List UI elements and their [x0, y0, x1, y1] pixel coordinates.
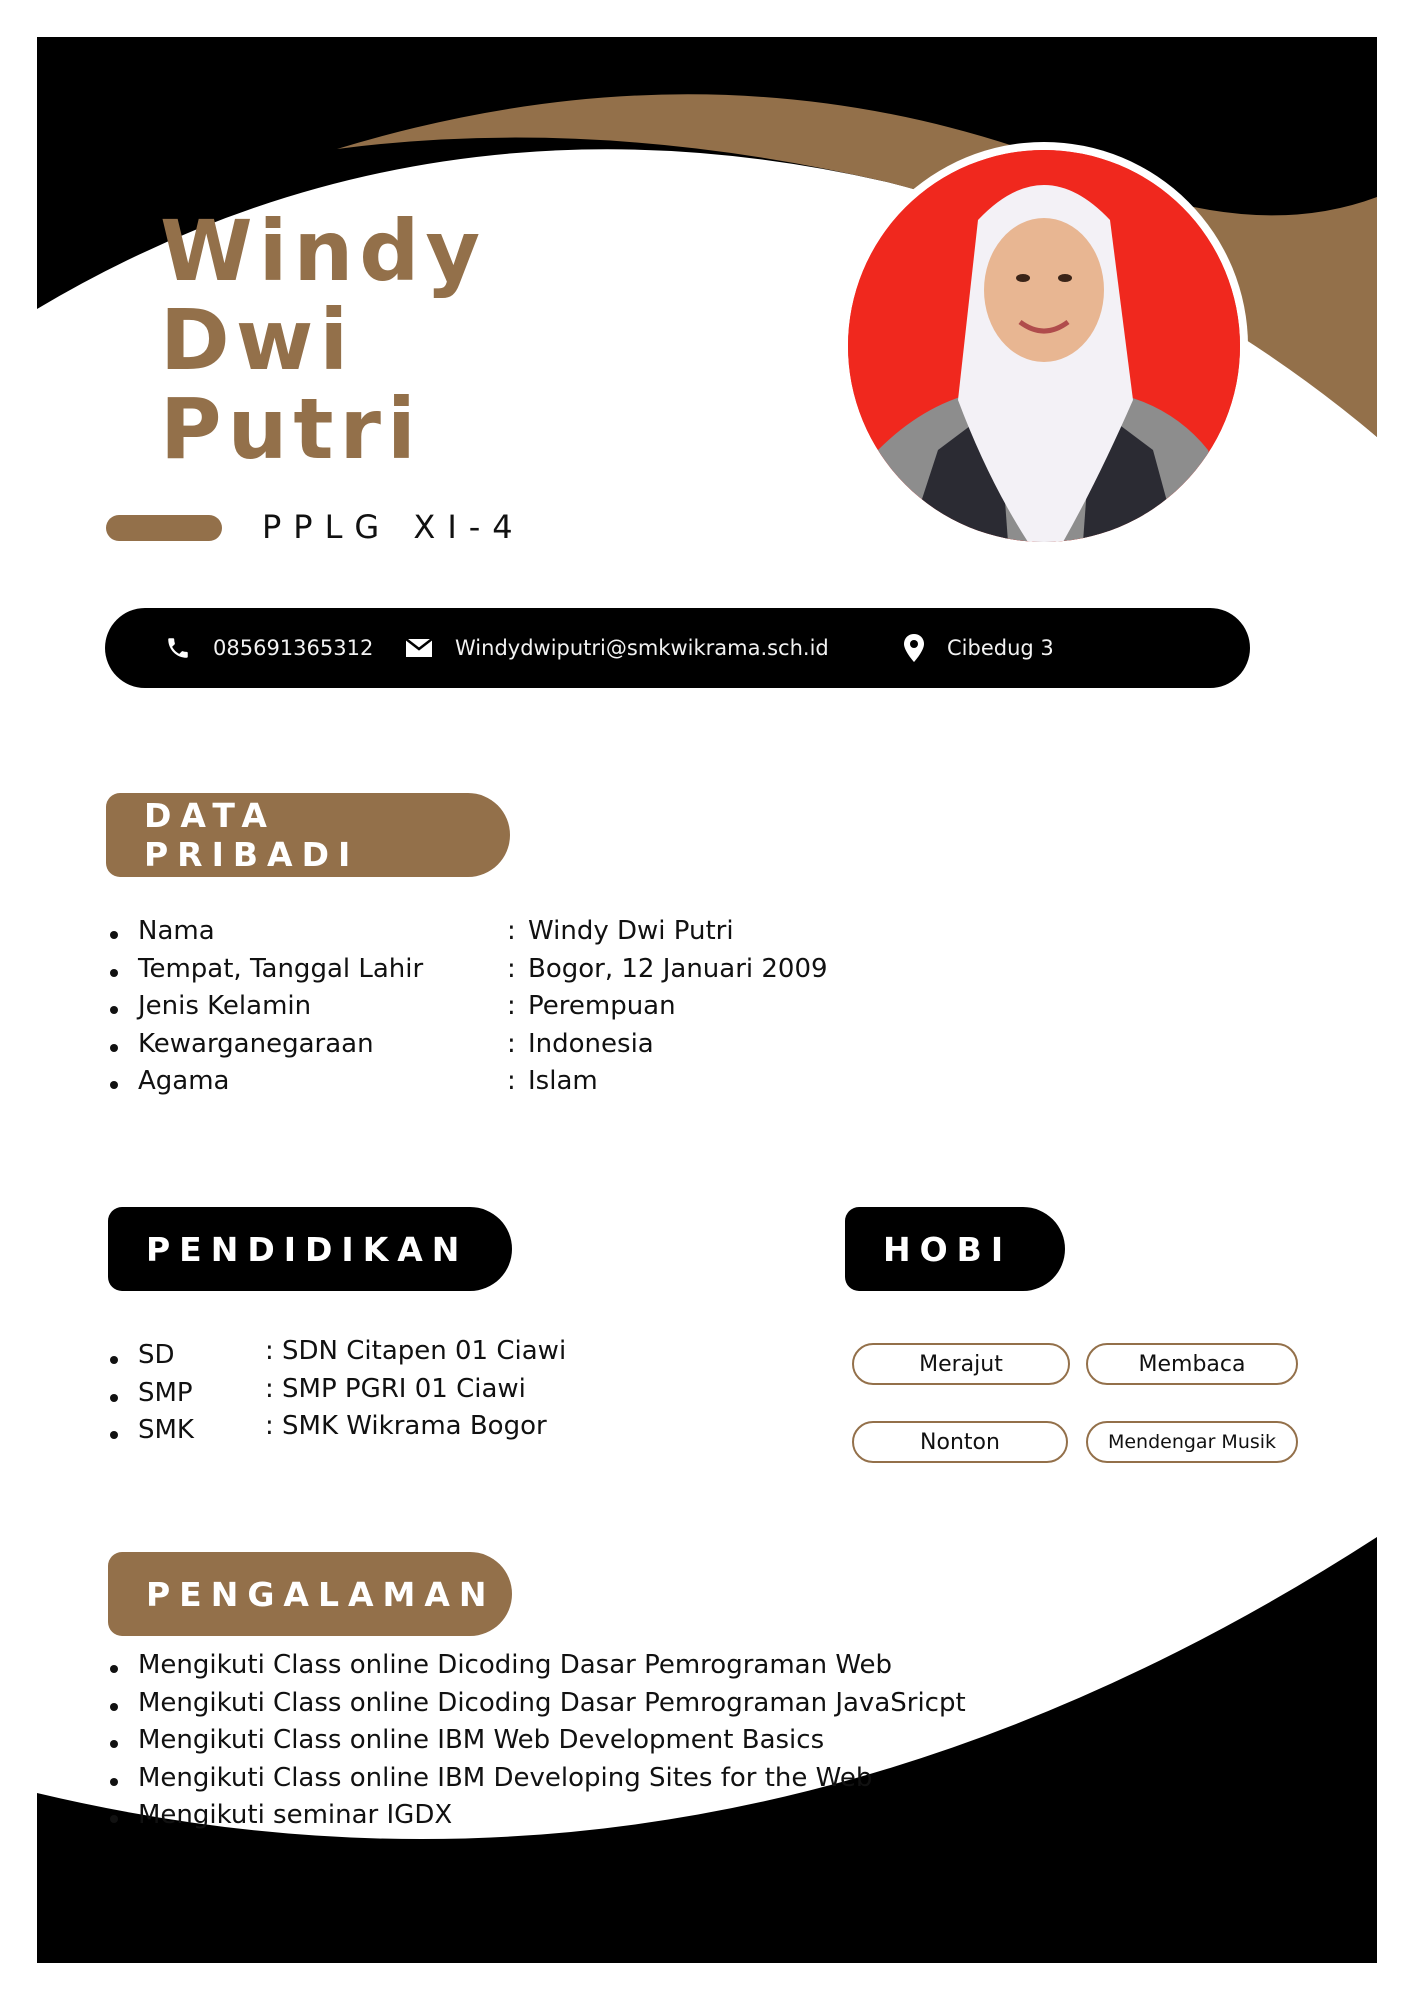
class-subtitle: PPLG XI-4	[262, 508, 525, 546]
edu-school: : SDN Citapen 01 Ciawi	[265, 1336, 567, 1366]
section-data-pribadi: DATA PRIBADI	[106, 793, 510, 877]
edu-level: SMP	[138, 1377, 193, 1408]
data-pribadi-list	[110, 916, 1010, 1104]
hobby-tag: Membaca	[1086, 1343, 1298, 1385]
contact-bar	[105, 608, 1250, 688]
list-item: Kewarganegaraan : Indonesia	[110, 1029, 1010, 1067]
experience-text: Mengikuti Class online Dicoding Dasar Pemrograman Web	[138, 1650, 893, 1680]
list-item	[110, 1763, 1110, 1801]
data-key: Jenis Kelamin	[138, 991, 312, 1021]
edu-school: : SMP PGRI 01 Ciawi	[265, 1373, 526, 1404]
experience-text: Mengikuti Class online IBM Developing Sites for the Web	[138, 1762, 873, 1793]
edu-school: : SMK Wikrama Bogor	[265, 1411, 547, 1441]
name-line-3: Putri	[160, 380, 422, 478]
phone-number: 085691365312	[213, 636, 374, 660]
decorative-pill	[106, 515, 222, 541]
list-item: Nama : Windy Dwi Putri	[110, 916, 1010, 954]
data-value: Indonesia	[528, 1028, 654, 1059]
name-line-1: Windy	[160, 202, 487, 300]
list-item	[110, 1650, 1110, 1688]
profile-photo-illustration	[848, 150, 1240, 542]
profile-photo	[840, 142, 1248, 550]
contact-email	[405, 608, 829, 688]
pengalaman-list	[110, 1650, 1110, 1838]
hobby-tag: Merajut	[852, 1343, 1070, 1385]
data-value: Windy Dwi Putri	[528, 916, 734, 946]
list-item	[110, 1374, 630, 1412]
data-key: Tempat, Tanggal Lahir	[138, 953, 424, 984]
list-item: Jenis Kelamin : Perempuan	[110, 991, 1010, 1029]
data-key: Agama	[138, 1066, 230, 1096]
section-pendidikan: PENDIDIKAN	[108, 1207, 512, 1291]
location-pin-icon	[903, 633, 925, 663]
experience-text: Mengikuti Class online Dicoding Dasar Pemrograman JavaSricpt	[138, 1687, 966, 1718]
address-text: Cibedug 3	[947, 636, 1054, 660]
experience-text: Mengikuti seminar IGDX	[138, 1800, 453, 1830]
data-key: Nama	[138, 916, 215, 946]
data-value: Islam	[528, 1066, 598, 1096]
list-item	[110, 1336, 630, 1374]
section-pengalaman: PENGALAMAN	[108, 1552, 512, 1636]
mail-icon	[405, 637, 433, 659]
list-item	[110, 1800, 1110, 1838]
contact-phone	[165, 608, 373, 688]
edu-level: SD	[138, 1340, 175, 1370]
section-hobi: HOBI	[845, 1207, 1065, 1291]
data-key: Kewarganegaraan	[138, 1028, 374, 1059]
hobby-tag: Mendengar Musik	[1086, 1421, 1298, 1463]
pendidikan-list	[110, 1336, 630, 1449]
list-item: Tempat, Tanggal Lahir : Bogor, 12 Januari 2009	[110, 954, 1010, 992]
list-item: Agama : Islam	[110, 1066, 1010, 1104]
list-item	[110, 1725, 1110, 1763]
data-value: Perempuan	[528, 991, 676, 1021]
phone-icon	[165, 635, 191, 661]
candidate-name	[160, 202, 487, 478]
contact-address	[903, 608, 1054, 688]
list-item	[110, 1688, 1110, 1726]
list-item	[110, 1411, 630, 1449]
hobby-tag: Nonton	[852, 1421, 1068, 1463]
experience-text: Mengikuti Class online IBM Web Development Basics	[138, 1725, 825, 1755]
edu-level: SMK	[138, 1415, 194, 1445]
email-address: Windydwiputri@smkwikrama.sch.id	[455, 636, 829, 660]
name-line-2: Dwi	[160, 291, 355, 389]
data-value: Bogor, 12 Januari 2009	[528, 953, 828, 984]
